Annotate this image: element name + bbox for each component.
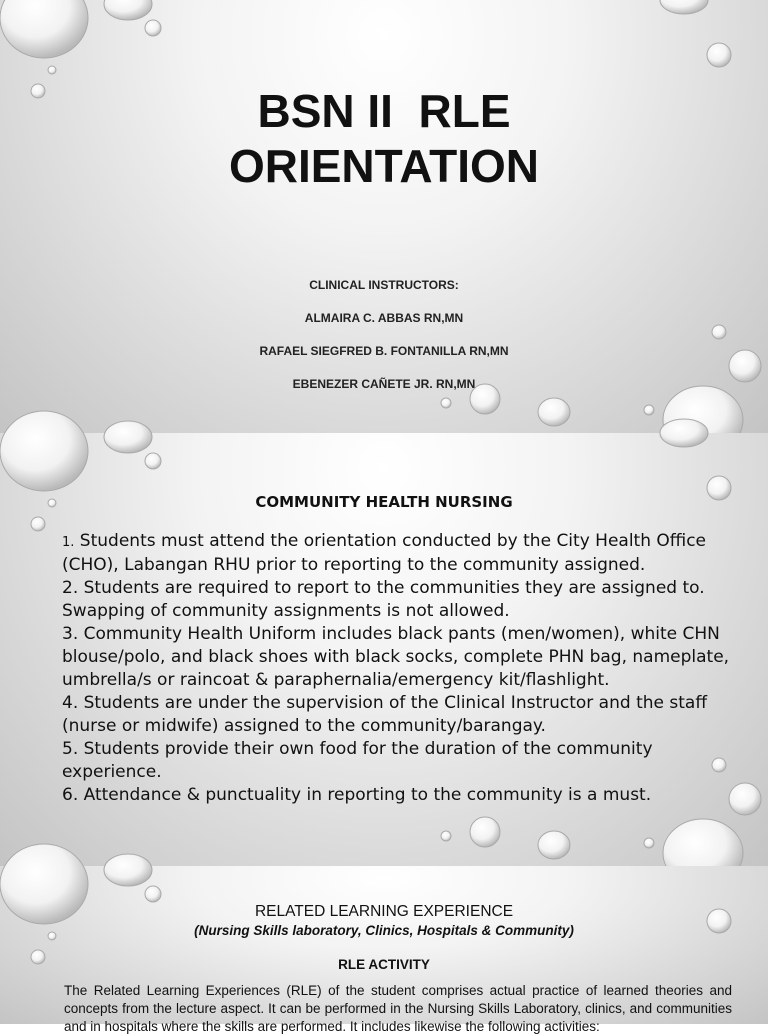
list-item: 4. Students are under the supervision of the Clinical Instructor and the staff (nurse or midwife) assigned to the community/barangay. xyxy=(62,693,708,736)
title-line-2: ORIENTATION xyxy=(228,140,540,192)
slide-title xyxy=(0,0,768,433)
list-item: 3. Community Health Uniform includes black pants (men/women), white CHN blouse/polo, and black shoes with black socks, complete PHN bag, nameplate, umbrella/s or raincoat & paraphernalia/emergency kit/flashlight. xyxy=(62,624,730,690)
instructors-heading: CLINICAL INSTRUCTORS: xyxy=(309,278,459,292)
item-number: 1. xyxy=(62,535,75,550)
instructors-block xyxy=(0,278,768,410)
slide-rle xyxy=(0,866,768,1034)
list-item: 2. Students are required to report to the communities they are assigned to. Swapping of community assignments is not allowed. xyxy=(62,578,705,621)
rle-activity-heading: RLE ACTIVITY xyxy=(338,957,430,972)
item-text: Students must attend the orientation conducted by the City Health Office (CHO), Labangan RHU prior to reporting to the community assigned. xyxy=(62,531,707,575)
instructor-name: ALMAIRA C. ABBAS RN,MN xyxy=(304,311,464,325)
slide-title-text xyxy=(0,84,768,194)
community-rules-list xyxy=(62,530,732,865)
rle-heading: RELATED LEARNING EXPERIENCE xyxy=(254,903,514,920)
community-health-heading: COMMUNITY HEALTH NURSING xyxy=(255,493,513,511)
title-line-1: BSN II RLE xyxy=(257,85,511,137)
instructor-name: RAFAEL SIEGFRED B. FONTANILLA RN,MN xyxy=(259,344,509,358)
rle-subheading: (Nursing Skills laboratory, Clinics, Hospitals & Community) xyxy=(194,923,574,938)
instructor-name: EBENEZER CAÑETE JR. RN,MN xyxy=(292,377,476,391)
list-item: 5. Students provide their own food for the duration of the community experience. xyxy=(62,739,653,782)
list-item: 6. Attendance & punctuality in reporting to the community is a must. xyxy=(62,785,652,805)
list-item xyxy=(62,530,732,577)
rle-paragraph: The Related Learning Experiences (RLE) of the student comprises actual practice of learned theories and concepts from the lecture aspect. It can be performed in the Nursing Skills Laboratory, clinics, and communities and in hospitals where the skills are performed. It includes likewise the following activities: xyxy=(64,983,732,1034)
